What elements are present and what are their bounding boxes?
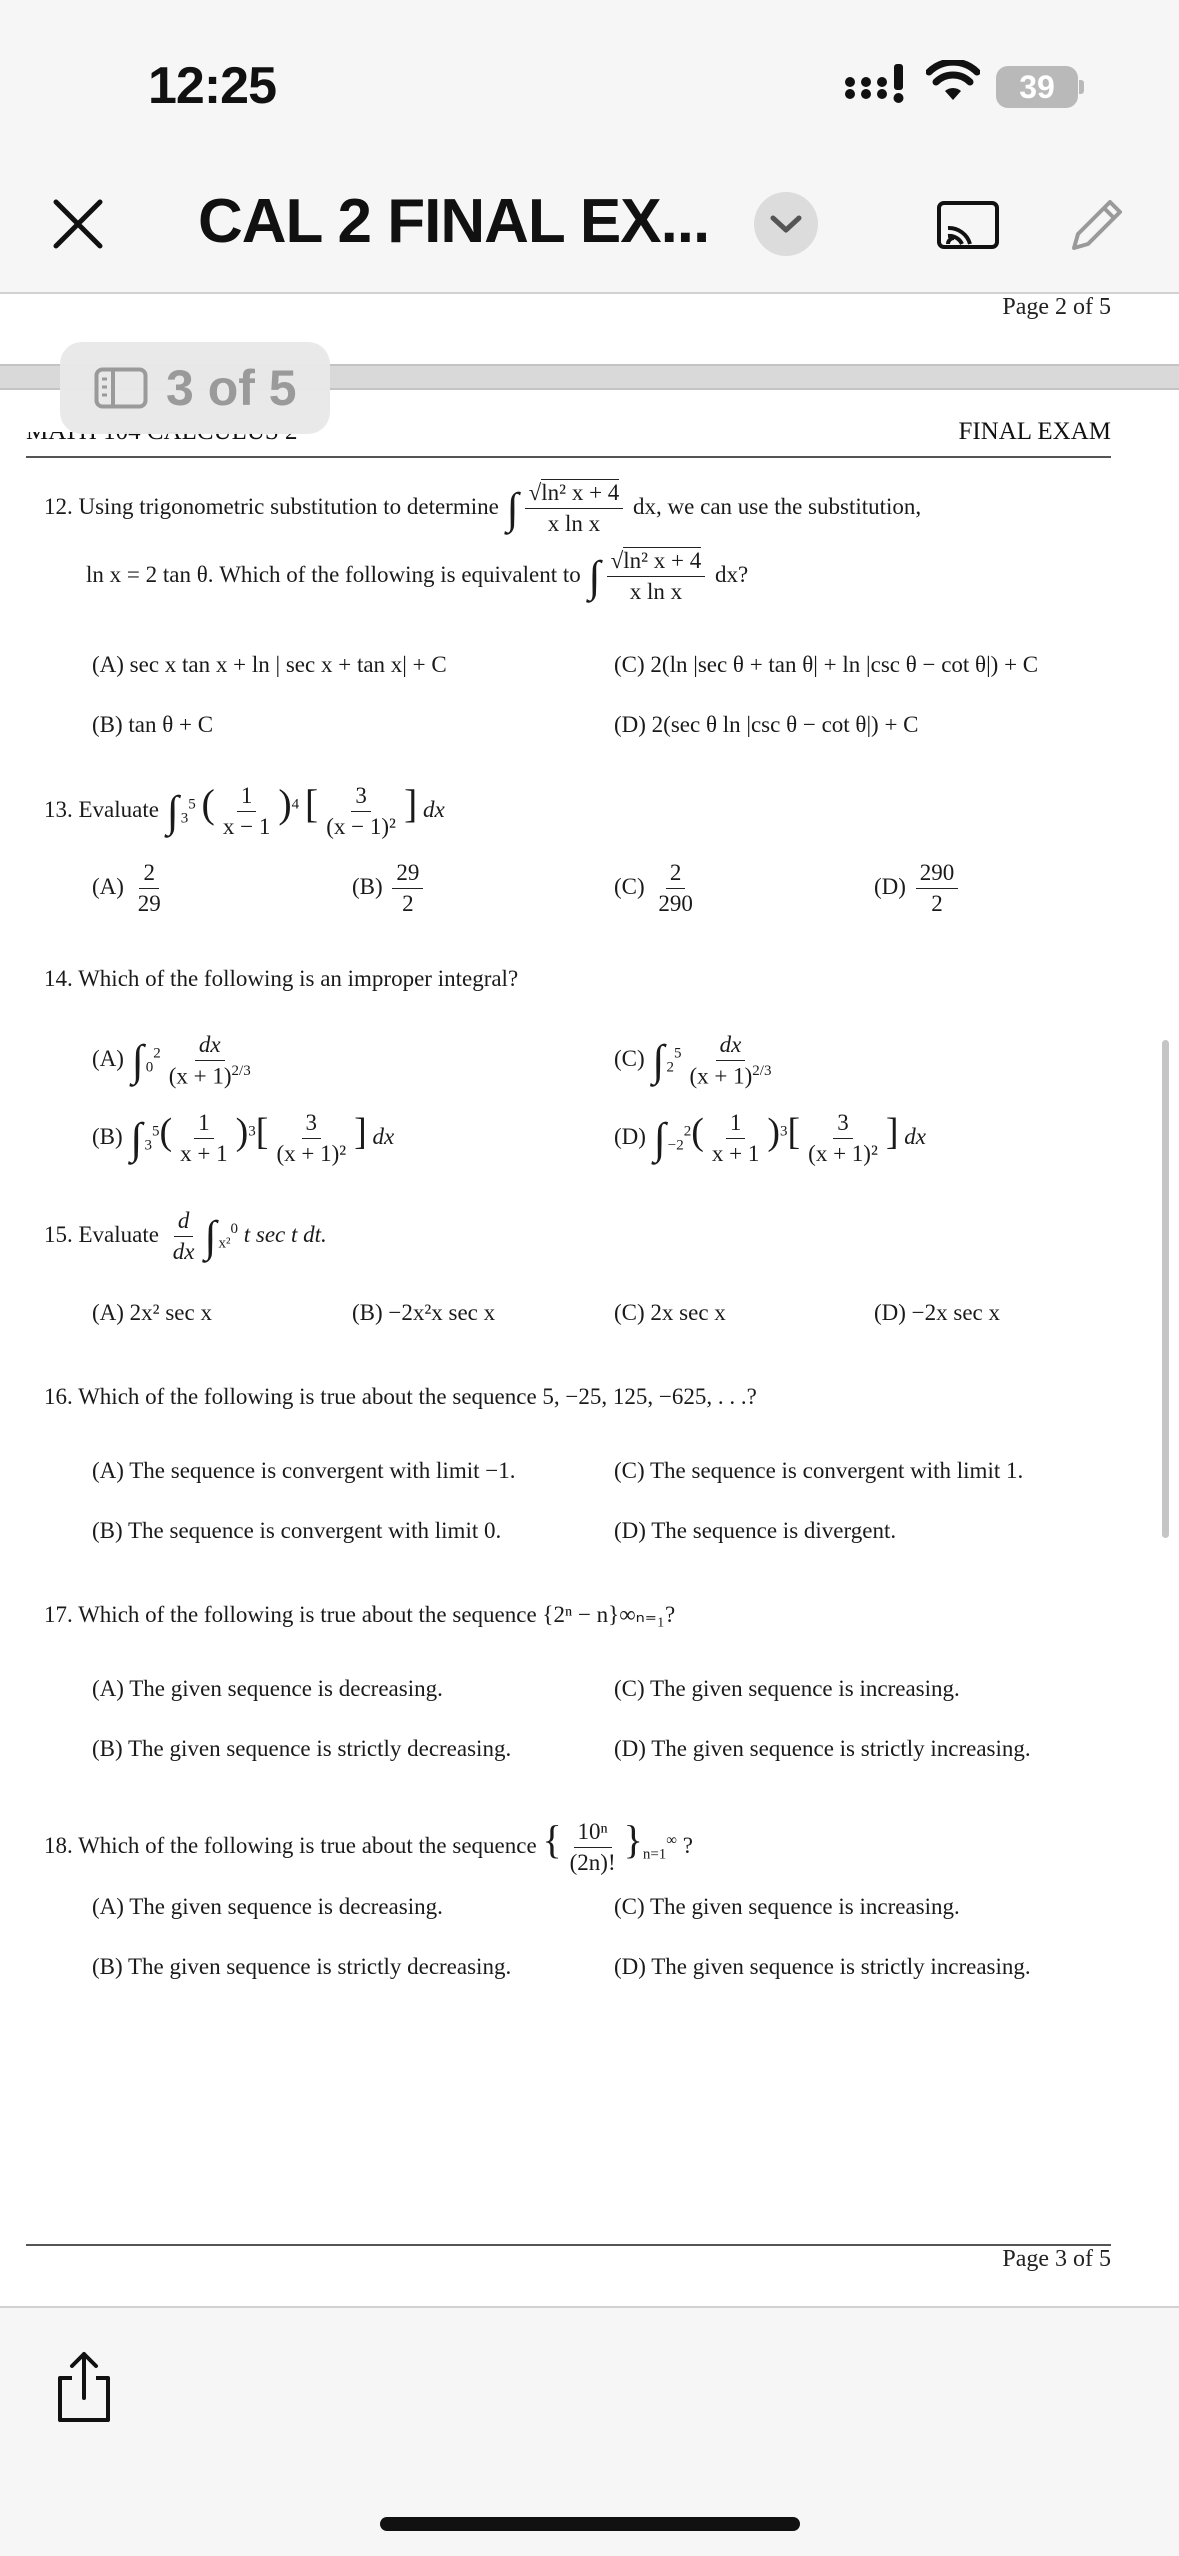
q17-option-a[interactable]: (A) The given sequence is decreasing. (92, 1676, 443, 1701)
chevron-down-icon (769, 213, 803, 235)
battery-nub (1079, 80, 1084, 94)
q15-tail: t sec t dt. (243, 1221, 327, 1247)
question-15: 15. Evaluate $\frac{d}{dx}$ ∫ $_{x^2}^0$ t sec t dt. (44, 1208, 327, 1264)
q12-option-d[interactable]: (D) 2(sec θ ln |csc θ − cot θ|) + C (614, 712, 919, 737)
q16-number: 16. (44, 1384, 73, 1409)
q18-option-a[interactable]: (A) The given sequence is decreasing. (92, 1894, 443, 1919)
q18-text: Which of the following is true about the sequence (78, 1833, 537, 1858)
q18-option-c[interactable]: (C) The given sequence is increasing. (614, 1894, 960, 1919)
q18-seq-num: 10ⁿ (574, 1819, 612, 1848)
q15-option-a[interactable]: (A) 2x² sec x (92, 1300, 212, 1325)
q17-option-b[interactable]: (B) The given sequence is strictly decreasing. (92, 1736, 512, 1761)
q16-option-b[interactable]: (B) The sequence is convergent with limit 0. (92, 1518, 502, 1543)
exam-header: FINAL EXAM (958, 418, 1111, 445)
q18-seq-den: (2n)! (569, 1850, 616, 1876)
q15-text: Evaluate (78, 1221, 159, 1247)
question-12-line-1: 12. Using trigonometric substitution to determine ∫ $\frac{\text{√ln² x + 4}}{\text{x ln x}}$ dx, we can use the substitution, (44, 480, 922, 536)
pencil-edit-icon[interactable] (1066, 194, 1128, 256)
q12-integrand-den: x ln x (547, 511, 601, 536)
q13-text: Evaluate (78, 797, 159, 822)
battery-level: 39 (1019, 68, 1055, 105)
q13-option-d[interactable]: (D) $\frac{290}{2}$ (874, 860, 962, 917)
question-17 (44, 1602, 675, 1628)
q12-integrand-num: ln² x + 4 (541, 480, 620, 505)
q13-option-b[interactable]: (B) $\frac{29}{2}$ (352, 860, 427, 917)
q15-option-d[interactable]: (D) −2x sec x (874, 1300, 1001, 1325)
q15-number: 15. (44, 1221, 73, 1247)
close-button[interactable] (50, 196, 106, 252)
q12-text-d: dx? (714, 561, 749, 587)
q14-option-b[interactable]: (B) ∫ $_3^5$( $\frac{1}{x + 1}$ )$^3$[ $\frac{3}{\text{(x + 1)²}}$ ] dx (92, 1110, 395, 1167)
q16-option-a[interactable]: (A) The sequence is convergent with limit −1. (92, 1458, 516, 1483)
q14-number: 14. (44, 966, 73, 991)
q14-option-c[interactable]: (C) ∫ $_2^5$ $\frac{dx}{(x + 1)^{2/3}}$ (614, 1032, 772, 1089)
page-number-bottom: Page 3 of 5 (1002, 2246, 1111, 2272)
sidebar-icon (94, 367, 148, 409)
question-14 (44, 966, 518, 992)
q15-option-c[interactable]: (C) 2x sec x (614, 1300, 726, 1325)
question-18: 18. Which of the following is true about the sequence { $\frac{\text{10ⁿ}}{(2n)!}$ }$_{n=1}^\infty$ ? (44, 1817, 693, 1876)
q12-text: Using trigonometric substitution to determine (78, 493, 499, 519)
q17-option-c[interactable]: (C) The given sequence is increasing. (614, 1676, 960, 1701)
q18-option-b[interactable]: (B) The given sequence is strictly decreasing. (92, 1954, 512, 1979)
question-13: 13. Evaluate ∫ $_3^5$ ( $\frac{1}{x - 1}$ )$^4$ [ $\frac{3}{\text{(x − 1)²}}$ ] dx (44, 781, 445, 840)
q13-number: 13. (44, 797, 73, 822)
q12-option-b[interactable]: (B) tan θ + C (92, 712, 214, 737)
q16-option-c[interactable]: (C) The sequence is convergent with limit 1. (614, 1458, 1024, 1483)
document-title[interactable]: CAL 2 FINAL EX... (198, 187, 710, 256)
q12-text-b: dx, we can use the substitution, (633, 493, 922, 519)
page-indicator[interactable] (60, 342, 330, 434)
title-menu-button[interactable] (754, 192, 818, 256)
q17-option-d[interactable]: (D) The given sequence is strictly increasing. (614, 1736, 1031, 1761)
q14-text: Which of the following is an improper integral? (78, 966, 519, 991)
q15-option-b[interactable]: (B) −2x²x sec x (352, 1300, 496, 1325)
q16-text: Which of the following is true about the sequence 5, −25, 125, −625, . . .? (78, 1384, 757, 1409)
q13-option-c[interactable]: (C) $\frac{2}{290}$ (614, 860, 693, 916)
q18-tail: ? (682, 1833, 693, 1858)
home-indicator[interactable] (380, 2517, 800, 2531)
q12-text-c: ln x = 2 tan θ. Which of the following is equivalent to (86, 561, 581, 587)
page-number-top: Page 2 of 5 (1002, 294, 1111, 320)
q12-option-a[interactable]: (A) sec x tan x + ln | sec x + tan x| + C (92, 652, 447, 677)
cellular-signal-icon (844, 62, 910, 104)
footer-rule (26, 2244, 1111, 2246)
q18-option-d[interactable]: (D) The given sequence is strictly increasing. (614, 1954, 1031, 1979)
share-icon[interactable] (52, 2350, 116, 2424)
q12-number: 12. (44, 493, 73, 519)
q14-option-d[interactable]: (D) ∫ $_{-2}^2$( $\frac{1}{x + 1}$ )$^3$[ $\frac{3}{\text{(x + 1)²}}$ ] dx (614, 1110, 926, 1167)
screen-mirror-icon[interactable] (936, 200, 1000, 252)
q14-option-a[interactable]: (A) ∫ $_0^2$ $\frac{dx}{(x + 1)^{2/3}}$ (92, 1032, 251, 1089)
page-indicator-text: 3 of 5 (166, 360, 297, 416)
q17-number: 17. (44, 1602, 73, 1627)
q13-option-a[interactable]: (A) $\frac{2}{29}$ (92, 860, 161, 916)
battery-icon (996, 66, 1078, 108)
status-time: 12:25 (148, 57, 276, 115)
q12-option-c[interactable]: (C) 2(ln |sec θ + tan θ| + ln |csc θ − cot θ|) + C (614, 652, 1039, 677)
bottom-divider (0, 2306, 1179, 2308)
q16-option-d[interactable]: (D) The sequence is divergent. (614, 1518, 897, 1543)
scrollbar[interactable] (1162, 1040, 1169, 1538)
wifi-icon (926, 60, 980, 104)
q17-text: Which of the following is true about the sequence {2ⁿ − n}∞ₙ₌₁? (78, 1602, 676, 1627)
question-16 (44, 1384, 757, 1410)
question-12-line-2: ln x = 2 tan θ. Which of the following is equivalent to ∫ $\frac{\text{√ln² x + 4}}{\text{x ln x}}$ dx? (86, 548, 749, 604)
q18-number: 18. (44, 1833, 73, 1858)
header-rule (26, 456, 1111, 458)
